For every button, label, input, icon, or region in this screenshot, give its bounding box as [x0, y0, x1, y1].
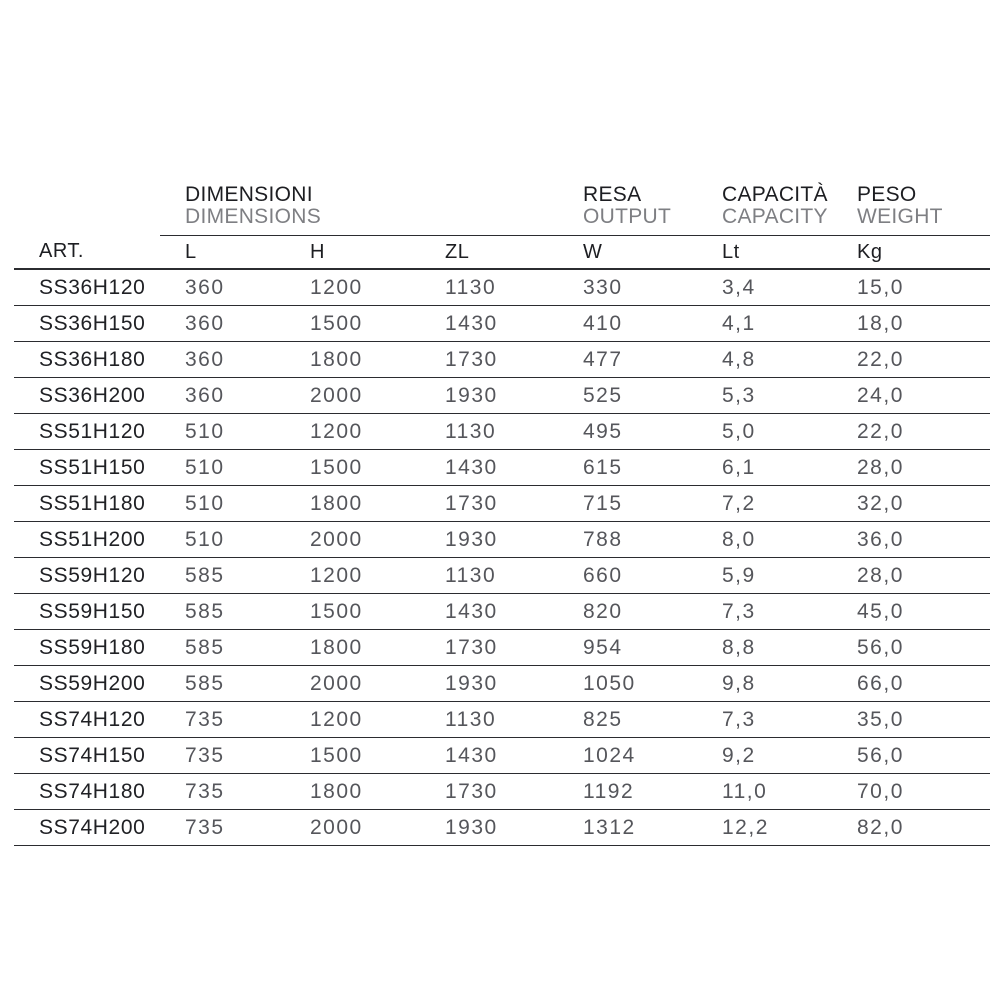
table-row [14, 378, 990, 414]
article-cell: SS59H200 [14, 666, 160, 702]
value-cell: 7,3 [697, 594, 832, 630]
table-row [14, 306, 990, 342]
value-cell: 410 [558, 306, 697, 342]
column-header-w: W [558, 236, 697, 270]
value-cell: 56,0 [832, 738, 990, 774]
table-row [14, 269, 990, 306]
value-cell: 7,2 [697, 486, 832, 522]
value-cell: 1024 [558, 738, 697, 774]
group-header-spacer [14, 170, 160, 236]
value-cell: 1200 [285, 414, 420, 450]
table-row [14, 558, 990, 594]
group-primary-label: CAPACITÀ [722, 183, 828, 206]
value-cell: 360 [160, 342, 285, 378]
value-cell: 1500 [285, 594, 420, 630]
table-row [14, 630, 990, 666]
value-cell: 1430 [420, 738, 558, 774]
table-row [14, 486, 990, 522]
value-cell: 1800 [285, 774, 420, 810]
value-cell: 5,3 [697, 378, 832, 414]
value-cell: 11,0 [697, 774, 832, 810]
value-cell: 1930 [420, 666, 558, 702]
value-cell: 1730 [420, 774, 558, 810]
value-cell: 510 [160, 522, 285, 558]
value-cell: 495 [558, 414, 697, 450]
value-cell: 660 [558, 558, 697, 594]
value-cell: 1430 [420, 306, 558, 342]
value-cell: 510 [160, 414, 285, 450]
value-cell: 32,0 [832, 486, 990, 522]
group-primary-label: RESA [583, 183, 642, 206]
table-row [14, 522, 990, 558]
value-cell: 1800 [285, 486, 420, 522]
group-header-output [558, 170, 697, 236]
value-cell: 1130 [420, 558, 558, 594]
value-cell: 1312 [558, 810, 697, 846]
value-cell: 9,2 [697, 738, 832, 774]
value-cell: 35,0 [832, 702, 990, 738]
value-cell: 22,0 [832, 342, 990, 378]
group-secondary-label: OUTPUT [583, 205, 672, 228]
value-cell: 1800 [285, 630, 420, 666]
article-cell: SS51H180 [14, 486, 160, 522]
value-cell: 18,0 [832, 306, 990, 342]
value-cell: 1200 [285, 269, 420, 306]
value-cell: 28,0 [832, 450, 990, 486]
value-cell: 4,8 [697, 342, 832, 378]
value-cell: 477 [558, 342, 697, 378]
value-cell: 36,0 [832, 522, 990, 558]
article-cell: SS59H150 [14, 594, 160, 630]
value-cell: 1930 [420, 810, 558, 846]
article-cell: SS74H200 [14, 810, 160, 846]
column-header-art: ART. [14, 236, 160, 270]
value-cell: 5,9 [697, 558, 832, 594]
value-cell: 1500 [285, 450, 420, 486]
value-cell: 82,0 [832, 810, 990, 846]
value-cell: 28,0 [832, 558, 990, 594]
value-cell: 1430 [420, 594, 558, 630]
value-cell: 1200 [285, 558, 420, 594]
value-cell: 360 [160, 378, 285, 414]
article-cell: SS51H120 [14, 414, 160, 450]
group-header-weight [832, 170, 990, 236]
value-cell: 735 [160, 774, 285, 810]
value-cell: 360 [160, 306, 285, 342]
spec-table [14, 170, 990, 846]
group-header-row [14, 170, 990, 236]
value-cell: 8,0 [697, 522, 832, 558]
value-cell: 825 [558, 702, 697, 738]
value-cell: 735 [160, 702, 285, 738]
group-secondary-label: WEIGHT [857, 205, 943, 228]
value-cell: 510 [160, 486, 285, 522]
table-row [14, 450, 990, 486]
article-cell: SS36H120 [14, 269, 160, 306]
value-cell: 510 [160, 450, 285, 486]
value-cell: 56,0 [832, 630, 990, 666]
value-cell: 1930 [420, 522, 558, 558]
value-cell: 585 [160, 666, 285, 702]
column-header-lt: Lt [697, 236, 832, 270]
value-cell: 1500 [285, 306, 420, 342]
group-secondary-label: DIMENSIONS [185, 205, 322, 228]
value-cell: 45,0 [832, 594, 990, 630]
article-cell: SS36H200 [14, 378, 160, 414]
value-cell: 4,1 [697, 306, 832, 342]
value-cell: 5,0 [697, 414, 832, 450]
group-header-dimensions [160, 170, 558, 236]
column-header-row [14, 236, 990, 270]
value-cell: 2000 [285, 810, 420, 846]
column-header-kg: Kg [832, 236, 990, 270]
column-header-l: L [160, 236, 285, 270]
value-cell: 1730 [420, 630, 558, 666]
value-cell: 22,0 [832, 414, 990, 450]
value-cell: 1200 [285, 702, 420, 738]
value-cell: 585 [160, 630, 285, 666]
value-cell: 9,8 [697, 666, 832, 702]
value-cell: 820 [558, 594, 697, 630]
value-cell: 7,3 [697, 702, 832, 738]
group-primary-label: PESO [857, 183, 917, 206]
article-cell: SS51H200 [14, 522, 160, 558]
value-cell: 8,8 [697, 630, 832, 666]
value-cell: 6,1 [697, 450, 832, 486]
article-cell: SS36H150 [14, 306, 160, 342]
article-cell: SS59H180 [14, 630, 160, 666]
value-cell: 525 [558, 378, 697, 414]
value-cell: 3,4 [697, 269, 832, 306]
value-cell: 2000 [285, 666, 420, 702]
value-cell: 70,0 [832, 774, 990, 810]
article-cell: SS74H120 [14, 702, 160, 738]
value-cell: 2000 [285, 522, 420, 558]
column-header-h: H [285, 236, 420, 270]
article-cell: SS36H180 [14, 342, 160, 378]
value-cell: 585 [160, 558, 285, 594]
value-cell: 1050 [558, 666, 697, 702]
table-row [14, 414, 990, 450]
value-cell: 66,0 [832, 666, 990, 702]
table-row [14, 774, 990, 810]
value-cell: 1930 [420, 378, 558, 414]
value-cell: 1800 [285, 342, 420, 378]
table-row [14, 810, 990, 846]
table-row [14, 594, 990, 630]
value-cell: 1730 [420, 486, 558, 522]
table-row [14, 342, 990, 378]
value-cell: 1500 [285, 738, 420, 774]
value-cell: 15,0 [832, 269, 990, 306]
value-cell: 735 [160, 738, 285, 774]
spec-table-body [14, 269, 990, 846]
value-cell: 360 [160, 269, 285, 306]
value-cell: 1130 [420, 269, 558, 306]
value-cell: 1430 [420, 450, 558, 486]
value-cell: 1130 [420, 414, 558, 450]
value-cell: 615 [558, 450, 697, 486]
value-cell: 1192 [558, 774, 697, 810]
column-header-zl: ZL [420, 236, 558, 270]
value-cell: 585 [160, 594, 285, 630]
group-header-capacity [697, 170, 832, 236]
value-cell: 735 [160, 810, 285, 846]
group-secondary-label: CAPACITY [722, 205, 828, 228]
value-cell: 715 [558, 486, 697, 522]
table-row [14, 738, 990, 774]
article-cell: SS74H150 [14, 738, 160, 774]
value-cell: 24,0 [832, 378, 990, 414]
value-cell: 1130 [420, 702, 558, 738]
table-row [14, 702, 990, 738]
value-cell: 954 [558, 630, 697, 666]
value-cell: 2000 [285, 378, 420, 414]
table-row [14, 666, 990, 702]
value-cell: 12,2 [697, 810, 832, 846]
value-cell: 788 [558, 522, 697, 558]
value-cell: 1730 [420, 342, 558, 378]
article-cell: SS59H120 [14, 558, 160, 594]
article-cell: SS51H150 [14, 450, 160, 486]
article-cell: SS74H180 [14, 774, 160, 810]
value-cell: 330 [558, 269, 697, 306]
group-primary-label: DIMENSIONI [185, 183, 313, 206]
